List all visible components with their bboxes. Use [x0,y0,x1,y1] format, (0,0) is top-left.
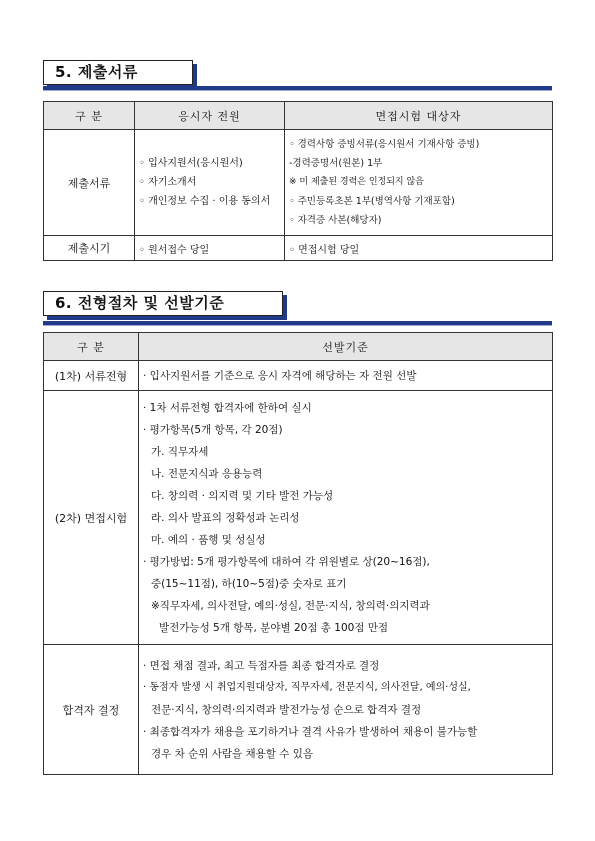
interview-candidates-documents [285,130,553,236]
table-row [44,645,553,775]
list-item: · 입사지원서를 기준으로 응시 자격에 해당하는 자 전원 선발 [143,369,417,382]
table-row [44,236,553,261]
list-item: ◦ 자격증 사본(해당자) [289,215,382,226]
interview-criteria [139,391,553,645]
list-item: · 평가방법: 5개 평가항목에 대하여 각 위원별로 상(20~16점), [143,555,430,568]
list-item: 가. 직무자세 [151,445,209,458]
list-item: · 동점자 발생 시 취업지원대상자, 직무자세, 전문지식, 의사전달, 예의·성실, [143,681,471,693]
section-5-divider [43,86,552,90]
list-item: 다. 창의력 · 의지력 및 기타 발전 가능성 [151,489,334,502]
interview-candidates-timing: ◦ 면접시험 당일 [285,236,553,261]
list-item: 경우 차 순위 사람을 채용할 수 있음 [151,747,314,760]
section-5-title: 5. 제출서류 [43,60,193,85]
table-row [44,361,553,391]
table-header-row [44,333,553,361]
table-header-row [44,102,553,130]
list-item: 중(15~11점), 하(10~5점)중 숫자로 표기 [151,577,347,590]
list-item: · 최종합격자가 채용을 포기하거나 결격 사유가 발생하여 채용이 불가능할 [143,725,478,738]
list-item: 발전가능성 5개 항목, 분야별 20점 총 100점 만점 [159,621,389,634]
list-item: -경력증명서(원본) 1부 [289,158,383,169]
section-6-divider [43,321,552,325]
list-item: ◦ 경력사항 증빙서류(응시원서 기재사항 증빙) [289,139,480,150]
section-6-title: 6. 전형절차 및 선발기준 [43,291,283,316]
list-item: ◦ 자기소개서 [139,177,197,188]
list-item: ◦ 개인정보 수집 · 이용 동의서 [139,196,271,207]
list-item: 나. 전문지식과 응용능력 [151,467,263,480]
header-category: 구 분 [44,333,139,361]
header-all-applicants: 응시자 전원 [135,102,285,130]
list-item: · 1차 서류전형 합격자에 한하여 실시 [143,401,312,414]
row-label-interview: (2차) 면접시험 [44,391,139,645]
list-item: 마. 예의 · 품행 및 성실성 [151,533,266,546]
table-row [44,391,553,645]
table-row [44,130,553,236]
list-item: 라. 의사 발표의 정확성과 논리성 [151,511,300,524]
list-item: ※ 미 제출된 경력은 인정되지 않음 [289,177,424,187]
header-criteria: 선발기준 [139,333,553,361]
row-label-timing: 제출시기 [44,236,135,261]
list-item: · 평가항목(5개 항목, 각 20점) [143,423,283,436]
all-applicants-timing: ◦ 원서접수 당일 [135,236,285,261]
document-screening-criteria [139,361,553,391]
row-label-final-decision: 합격자 결정 [44,645,139,775]
list-item: 전문·지식, 창의력·의지력과 발전가능성 순으로 합격자 결정 [151,703,422,716]
row-label-documents: 제출서류 [44,130,135,236]
list-item: ◦ 입사지원서(응시원서) [139,158,243,169]
header-interview-candidates: 면접시험 대상자 [285,102,553,130]
row-label-document-screening: (1차) 서류전형 [44,361,139,391]
header-category: 구 분 [44,102,135,130]
selection-criteria-table [43,332,553,775]
list-item: ※직무자세, 의사전달, 예의·성실, 전문·지식, 창의력·의지력과 [151,599,430,612]
documents-table [43,101,553,261]
list-item: · 면접 채점 결과, 최고 득점자를 최종 합격자로 결정 [143,659,380,672]
list-item: ◦ 주민등록초본 1부(병역사항 기재포함) [289,196,455,207]
all-applicants-documents [135,130,285,236]
final-decision-criteria [139,645,553,775]
